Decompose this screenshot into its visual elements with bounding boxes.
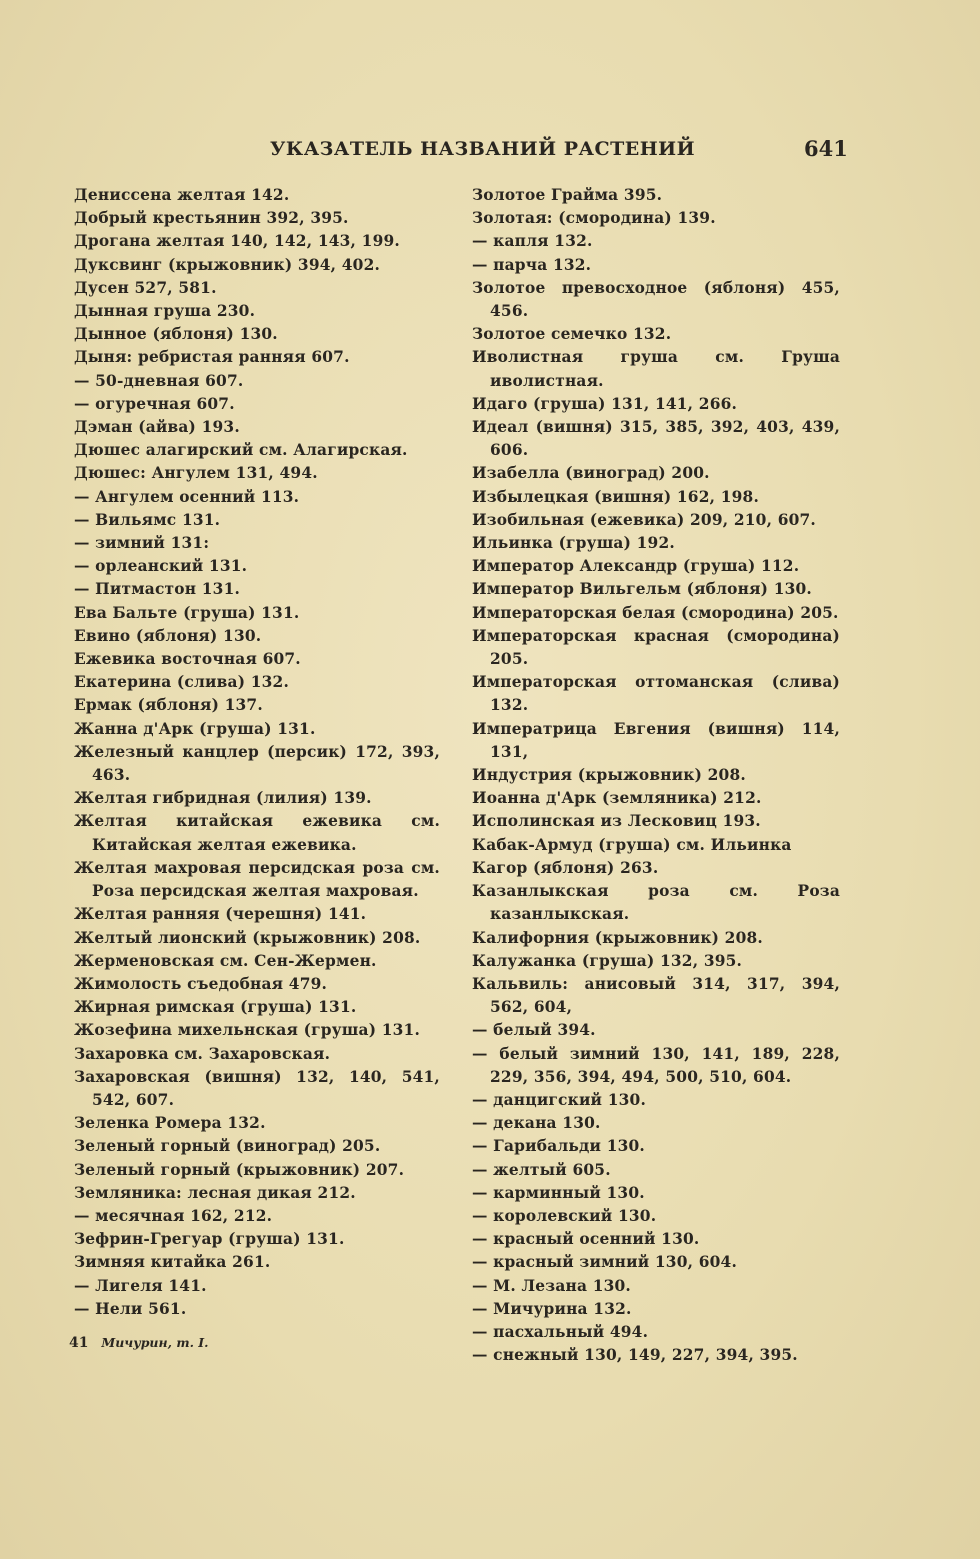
- index-entry: Идеал (вишня) 315, 385, 392, 403, 439, 606.: [472, 418, 840, 460]
- printer-signature: Мичурин, т. I.: [101, 1335, 209, 1350]
- index-column-right: [472, 184, 840, 1367]
- index-entry: Дэман (айва) 193.: [74, 418, 240, 437]
- index-entry: Екатерина (слива) 132.: [74, 673, 290, 692]
- index-entry: Железный канцлер (персик) 172, 393, 463.: [74, 742, 440, 785]
- index-entry: Дусен 527, 581.: [74, 278, 217, 297]
- sheet-number: 41: [69, 1335, 89, 1351]
- index-entry: — огуречная 607.: [74, 394, 235, 413]
- index-entry: — красный осенний 130.: [472, 1230, 700, 1249]
- index-entry: — Вильямс 131.: [74, 510, 221, 529]
- index-entry: — Мичурина 132.: [472, 1299, 632, 1318]
- index-entry: Земляника: лесная дикая 212.: [74, 1183, 356, 1202]
- index-entry: — Нели 561.: [74, 1299, 187, 1318]
- index-entry: Жанна д'Арк (груша) 131.: [74, 719, 316, 738]
- index-entry: — желтый 605.: [472, 1160, 611, 1179]
- index-entry: Золотое превосходное (яблоня) 455, 456.: [472, 278, 840, 321]
- index-entry: — зимний 131:: [74, 534, 210, 553]
- index-entry: — парча 132.: [472, 255, 592, 274]
- index-entry: Дрогана желтая 140, 142, 143, 199.: [74, 232, 400, 251]
- page-header: [0, 138, 980, 166]
- index-entry: — месячная 162, 212.: [74, 1206, 273, 1225]
- index-entry: Император Александр (груша) 112.: [472, 557, 800, 576]
- index-column-left: [74, 184, 440, 1321]
- index-entry: Зеленый горный (виноград) 205.: [74, 1137, 381, 1156]
- index-entry: Жимолость съедобная 479.: [74, 974, 328, 993]
- index-entry: Захаровская (вишня) 132, 140, 541, 542, 607.: [74, 1067, 440, 1109]
- index-entry: — королевский 130.: [472, 1206, 657, 1225]
- index-entry: Добрый крестьянин 392, 395.: [74, 209, 349, 228]
- index-entry: Дюшес: Ангулем 131, 494.: [74, 464, 318, 483]
- index-entry: — Ангулем осенний 113.: [74, 487, 300, 506]
- index-entry: Желтая китайская ежевика см. Китайская желтая ежевика.: [74, 812, 440, 854]
- index-entry: Казанлыкская роза см. Роза казанлыкская.: [472, 882, 840, 924]
- index-entry: Желтый лионский (крыжовник) 208.: [74, 928, 421, 947]
- index-entry: Кабак-Армуд (груша) см. Ильинка: [472, 835, 792, 854]
- index-entry: Индустрия (крыжовник) 208.: [472, 766, 746, 785]
- index-entry: Иволистная груша см. Груша иволистная.: [472, 348, 840, 390]
- index-entry: — белый 394.: [472, 1021, 596, 1040]
- index-entry: — Питмастон 131.: [74, 580, 241, 599]
- index-entry: Кальвиль: анисовый 314, 317, 394, 562, 604,: [472, 974, 840, 1017]
- index-entry: Захаровка см. Захаровская.: [74, 1044, 331, 1063]
- index-entry: Императорская оттоманская (слива) 132.: [472, 673, 840, 715]
- index-entry: Изабелла (виноград) 200.: [472, 464, 710, 483]
- index-entry: — белый зимний 130, 141, 189, 228, 229, 356, 394, 494, 500, 510, 604.: [472, 1044, 840, 1086]
- index-entry: — 50-дневная 607.: [74, 371, 244, 390]
- page-footer: [69, 1335, 208, 1351]
- index-entry: — Лигеля 141.: [74, 1276, 207, 1295]
- index-entry: Зефрин-Грегуар (груша) 131.: [74, 1230, 345, 1249]
- index-entry: Изобильная (ежевика) 209, 210, 607.: [472, 510, 816, 529]
- index-entry: Калужанка (груша) 132, 395.: [472, 951, 743, 970]
- index-entry: Жозефина михельнская (груша) 131.: [74, 1021, 421, 1040]
- index-entry: — М. Лезана 130.: [472, 1276, 631, 1295]
- index-entry: Калифорния (крыжовник) 208.: [472, 928, 763, 947]
- index-entry: Зимняя китайка 261.: [74, 1253, 271, 1272]
- index-entry: Императорская белая (смородина) 205.: [472, 603, 839, 622]
- index-entry: Исполинская из Лесковиц 193.: [472, 812, 761, 831]
- index-entry: Дюшес алагирский см. Алагирская.: [74, 441, 408, 460]
- index-entry: Император Вильгельм (яблоня) 130.: [472, 580, 812, 599]
- index-entry: Дынная груша 230.: [74, 302, 256, 321]
- index-entry: Желтая гибридная (лилия) 139.: [74, 789, 372, 808]
- index-entry: — красный зимний 130, 604.: [472, 1253, 738, 1272]
- page-number: 641: [804, 136, 848, 161]
- index-entry: Дуксвинг (крыжовник) 394, 402.: [74, 255, 381, 274]
- index-entry: Дениссена желтая 142.: [74, 186, 290, 204]
- index-entry: Ермак (яблоня) 137.: [74, 696, 263, 715]
- index-entry: — Гарибальди 130.: [472, 1137, 645, 1156]
- index-entry: Ежевика восточная 607.: [74, 650, 301, 669]
- index-entry: — снежный 130, 149, 227, 394, 395.: [472, 1346, 798, 1365]
- index-entry: — пасхальный 494.: [472, 1322, 649, 1341]
- index-entry: Дынное (яблоня) 130.: [74, 325, 278, 344]
- index-entry: Жерменовская см. Сен-Жермен.: [74, 951, 377, 970]
- index-entry: Золотое Грайма 395.: [472, 186, 663, 204]
- index-entry: Желтая ранняя (черешня) 141.: [74, 905, 367, 924]
- index-entry: Золотая: (смородина) 139.: [472, 209, 716, 228]
- index-entry: — декана 130.: [472, 1114, 601, 1133]
- index-entry: Зеленка Ромера 132.: [74, 1114, 266, 1133]
- index-entry: — капля 132.: [472, 232, 593, 251]
- index-entry: Золотое семечко 132.: [472, 325, 672, 344]
- index-entry: Зеленый горный (крыжовник) 207.: [74, 1160, 405, 1179]
- index-entry: — орлеанский 131.: [74, 557, 248, 576]
- index-entry: Идаго (груша) 131, 141, 266.: [472, 394, 738, 413]
- index-entry: — данцигский 130.: [472, 1090, 647, 1109]
- index-entry: — карминный 130.: [472, 1183, 645, 1202]
- index-entry: Иоанна д'Арк (земляника) 212.: [472, 789, 762, 808]
- index-entry: Избылецкая (вишня) 162, 198.: [472, 487, 760, 506]
- index-entry: Желтая махровая персидская роза см. Роза персидская желтая махровая.: [74, 858, 440, 901]
- index-entry: Кагор (яблоня) 263.: [472, 858, 659, 877]
- page-title: УКАЗАТЕЛЬ НАЗВАНИЙ РАСТЕНИЙ: [270, 138, 696, 160]
- index-entry: Дыня: ребристая ранняя 607.: [74, 348, 350, 367]
- index-entry: Императорская красная (смородина) 205.: [472, 626, 840, 669]
- index-entry: Императрица Евгения (вишня) 114, 131,: [472, 719, 840, 761]
- index-entry: Жирная римская (груша) 131.: [74, 998, 357, 1017]
- index-entry: Ева Бальте (груша) 131.: [74, 603, 300, 622]
- index-entry: Евино (яблоня) 130.: [74, 626, 262, 645]
- index-entry: Ильинка (груша) 192.: [472, 534, 675, 553]
